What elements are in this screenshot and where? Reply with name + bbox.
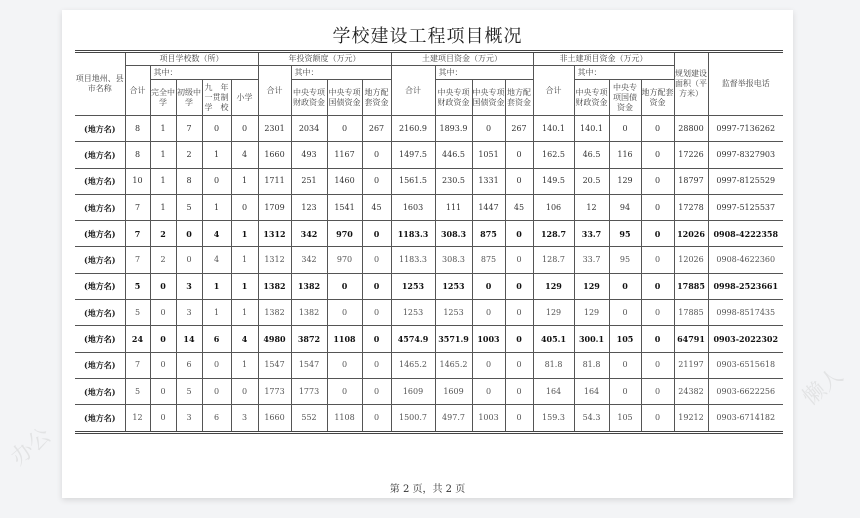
- value-cell: 0: [641, 300, 674, 326]
- value-cell: 1382: [258, 273, 291, 299]
- value-cell: 8: [125, 142, 150, 168]
- value-cell: 1561.5: [391, 168, 435, 194]
- value-cell: 8: [125, 116, 150, 142]
- value-cell: 1108: [327, 405, 362, 432]
- value-cell: 1167: [327, 142, 362, 168]
- hotline-cell: 0998-2523661: [708, 273, 783, 299]
- value-cell: 1253: [391, 300, 435, 326]
- value-cell: 6: [176, 352, 202, 378]
- value-cell: 1: [150, 194, 176, 220]
- value-cell: 116: [609, 142, 641, 168]
- value-cell: 405.1: [533, 326, 574, 352]
- value-cell: 17226: [674, 142, 708, 168]
- region-name-cell: (地方名): [75, 273, 125, 299]
- value-cell: 342: [291, 247, 327, 273]
- value-cell: 128.7: [533, 221, 574, 247]
- value-cell: 0: [505, 221, 533, 247]
- value-cell: 1051: [472, 142, 505, 168]
- value-cell: 230.5: [435, 168, 472, 194]
- region-name-cell: (地方名): [75, 352, 125, 378]
- value-cell: 1382: [291, 273, 327, 299]
- value-cell: 1: [231, 247, 258, 273]
- value-cell: 4980: [258, 326, 291, 352]
- value-cell: 0: [176, 221, 202, 247]
- value-cell: 111: [435, 194, 472, 220]
- region-name-cell: (地方名): [75, 194, 125, 220]
- header-noncivil-group: 非土建项目资金（万元）: [533, 52, 674, 66]
- value-cell: 1: [202, 194, 231, 220]
- header-civil-central-bond: 中央专项国债资金: [472, 80, 505, 116]
- table-row: [75, 221, 783, 247]
- region-name-cell: (地方名): [75, 247, 125, 273]
- value-cell: 1: [150, 142, 176, 168]
- value-cell: 6: [202, 326, 231, 352]
- header-schools-group: 项目学校数（所）: [125, 52, 258, 66]
- value-cell: 45: [362, 194, 391, 220]
- value-cell: 19212: [674, 405, 708, 432]
- value-cell: 12026: [674, 221, 708, 247]
- header-noncivil-central-fiscal: 中央专项财政资金: [574, 80, 609, 116]
- value-cell: 1312: [258, 247, 291, 273]
- value-cell: 81.8: [574, 352, 609, 378]
- header-invest-among: 其中：: [291, 66, 391, 80]
- document-page: [62, 10, 793, 498]
- document-title: 学校建设工程项目概况: [332, 26, 523, 47]
- value-cell: 1609: [391, 378, 435, 404]
- value-cell: 0: [609, 378, 641, 404]
- value-cell: 105: [609, 326, 641, 352]
- value-cell: 1: [150, 168, 176, 194]
- header-noncivil-local-match: 地方配套资金: [641, 80, 674, 116]
- value-cell: 1709: [258, 194, 291, 220]
- value-cell: 5: [125, 300, 150, 326]
- value-cell: 45: [505, 194, 533, 220]
- value-cell: 4: [231, 142, 258, 168]
- value-cell: 3: [176, 405, 202, 432]
- value-cell: 129: [533, 273, 574, 299]
- value-cell: 2: [150, 247, 176, 273]
- value-cell: 1253: [435, 273, 472, 299]
- value-cell: 2301: [258, 116, 291, 142]
- value-cell: 4574.9: [391, 326, 435, 352]
- value-cell: 0: [202, 352, 231, 378]
- value-cell: 0: [641, 247, 674, 273]
- header-schools-among: 其中：: [150, 66, 258, 80]
- value-cell: 0: [505, 326, 533, 352]
- value-cell: 0: [202, 116, 231, 142]
- header-civil-group: 土建项目资金（万元）: [391, 52, 533, 66]
- value-cell: 0: [362, 378, 391, 404]
- value-cell: 875: [472, 221, 505, 247]
- value-cell: 267: [362, 116, 391, 142]
- header-hotline: 监督举报电话: [708, 52, 783, 116]
- value-cell: 1003: [472, 326, 505, 352]
- value-cell: 140.1: [533, 116, 574, 142]
- value-cell: 1711: [258, 168, 291, 194]
- value-cell: 1660: [258, 405, 291, 432]
- value-cell: 1893.9: [435, 116, 472, 142]
- value-cell: 17278: [674, 194, 708, 220]
- value-cell: 0: [327, 378, 362, 404]
- value-cell: 1: [231, 221, 258, 247]
- value-cell: 497.7: [435, 405, 472, 432]
- page-number: 第 2 页，共 2 页: [389, 484, 466, 495]
- value-cell: 0: [231, 378, 258, 404]
- value-cell: 1497.5: [391, 142, 435, 168]
- value-cell: 1547: [258, 352, 291, 378]
- value-cell: 3: [176, 300, 202, 326]
- value-cell: 0: [150, 378, 176, 404]
- value-cell: 1: [202, 142, 231, 168]
- region-name-cell: (地方名): [75, 405, 125, 432]
- value-cell: 1: [231, 168, 258, 194]
- value-cell: 342: [291, 221, 327, 247]
- value-cell: 0: [150, 326, 176, 352]
- value-cell: 46.5: [574, 142, 609, 168]
- value-cell: 0: [176, 247, 202, 273]
- hotline-cell: 0997-5125537: [708, 194, 783, 220]
- value-cell: 0: [362, 168, 391, 194]
- value-cell: 970: [327, 221, 362, 247]
- value-cell: 129: [533, 300, 574, 326]
- value-cell: 1108: [327, 326, 362, 352]
- header-invest-total: 合计: [258, 66, 291, 116]
- value-cell: 106: [533, 194, 574, 220]
- value-cell: 0: [641, 352, 674, 378]
- table-row: [75, 168, 783, 194]
- value-cell: 0: [150, 273, 176, 299]
- table-row: [75, 247, 783, 273]
- value-cell: 1603: [391, 194, 435, 220]
- value-cell: 123: [291, 194, 327, 220]
- region-name-cell: (地方名): [75, 326, 125, 352]
- value-cell: 0: [609, 116, 641, 142]
- value-cell: 3: [231, 405, 258, 432]
- region-name-cell: (地方名): [75, 116, 125, 142]
- value-cell: 3872: [291, 326, 327, 352]
- value-cell: 140.1: [574, 116, 609, 142]
- watermark: 懒人: [798, 363, 849, 411]
- value-cell: 21197: [674, 352, 708, 378]
- value-cell: 0: [505, 378, 533, 404]
- value-cell: 24382: [674, 378, 708, 404]
- region-name-cell: (地方名): [75, 300, 125, 326]
- value-cell: 0: [505, 352, 533, 378]
- value-cell: 0: [641, 378, 674, 404]
- value-cell: 0: [505, 168, 533, 194]
- table-row: [75, 378, 783, 404]
- value-cell: 1183.3: [391, 247, 435, 273]
- value-cell: 64791: [674, 326, 708, 352]
- value-cell: 267: [505, 116, 533, 142]
- table-row: [75, 273, 783, 299]
- header-primary: 小学: [231, 80, 258, 116]
- value-cell: 18797: [674, 168, 708, 194]
- value-cell: 0: [609, 352, 641, 378]
- header-planned-area: 规划建设面积（平方米）: [674, 52, 708, 116]
- header-region: 项目地州、县市名称: [75, 52, 125, 116]
- table-row: [75, 352, 783, 378]
- value-cell: 1: [202, 300, 231, 326]
- value-cell: 1: [231, 352, 258, 378]
- value-cell: 95: [609, 247, 641, 273]
- value-cell: 5: [176, 194, 202, 220]
- value-cell: 129: [609, 168, 641, 194]
- hotline-cell: 0903-6515618: [708, 352, 783, 378]
- value-cell: 1183.3: [391, 221, 435, 247]
- value-cell: 164: [533, 378, 574, 404]
- value-cell: 2160.9: [391, 116, 435, 142]
- hotline-cell: 0903-2022302: [708, 326, 783, 352]
- value-cell: 0: [641, 168, 674, 194]
- value-cell: 1382: [258, 300, 291, 326]
- table-row: [75, 405, 783, 432]
- header-civil-local-match: 地方配套资金: [505, 80, 533, 116]
- value-cell: 128.7: [533, 247, 574, 273]
- value-cell: 149.5: [533, 168, 574, 194]
- value-cell: 0: [362, 142, 391, 168]
- value-cell: 0: [641, 142, 674, 168]
- value-cell: 17885: [674, 300, 708, 326]
- hotline-cell: 0908-4622360: [708, 247, 783, 273]
- value-cell: 1: [150, 116, 176, 142]
- value-cell: 251: [291, 168, 327, 194]
- value-cell: 1465.2: [435, 352, 472, 378]
- value-cell: 0: [641, 326, 674, 352]
- value-cell: 0: [327, 116, 362, 142]
- value-cell: 7: [125, 194, 150, 220]
- value-cell: 0: [609, 300, 641, 326]
- value-cell: 0: [362, 221, 391, 247]
- hotline-cell: 0997-8327903: [708, 142, 783, 168]
- value-cell: 308.3: [435, 247, 472, 273]
- table-body: [75, 116, 783, 433]
- hotline-cell: 0997-7136262: [708, 116, 783, 142]
- value-cell: 7: [125, 221, 150, 247]
- value-cell: 0: [362, 247, 391, 273]
- value-cell: 0: [505, 247, 533, 273]
- value-cell: 0: [362, 326, 391, 352]
- value-cell: 493: [291, 142, 327, 168]
- table-row: [75, 300, 783, 326]
- value-cell: 0: [362, 273, 391, 299]
- value-cell: 94: [609, 194, 641, 220]
- value-cell: 0: [327, 300, 362, 326]
- value-cell: 0: [472, 273, 505, 299]
- header-civil-central-fiscal: 中央专项财政资金: [435, 80, 472, 116]
- value-cell: 4: [202, 221, 231, 247]
- value-cell: 129: [574, 300, 609, 326]
- table-row: [75, 194, 783, 220]
- hotline-cell: 0903-6622256: [708, 378, 783, 404]
- value-cell: 1: [231, 273, 258, 299]
- value-cell: 1253: [391, 273, 435, 299]
- hotline-cell: 0998-8517435: [708, 300, 783, 326]
- value-cell: 0: [505, 405, 533, 432]
- header-schools-total: 合计: [125, 66, 150, 116]
- value-cell: 10: [125, 168, 150, 194]
- value-cell: 3571.9: [435, 326, 472, 352]
- value-cell: 0: [505, 273, 533, 299]
- value-cell: 0: [641, 221, 674, 247]
- value-cell: 0: [641, 273, 674, 299]
- value-cell: 5: [125, 378, 150, 404]
- value-cell: 0: [150, 405, 176, 432]
- value-cell: 7: [176, 116, 202, 142]
- value-cell: 8: [176, 168, 202, 194]
- hotline-cell: 0997-8125529: [708, 168, 783, 194]
- hotline-cell: 0903-6714182: [708, 405, 783, 432]
- value-cell: 0: [362, 405, 391, 432]
- value-cell: 105: [609, 405, 641, 432]
- value-cell: 1: [202, 273, 231, 299]
- value-cell: 28800: [674, 116, 708, 142]
- value-cell: 2: [176, 142, 202, 168]
- value-cell: 970: [327, 247, 362, 273]
- value-cell: 12: [574, 194, 609, 220]
- value-cell: 0: [641, 194, 674, 220]
- value-cell: 81.8: [533, 352, 574, 378]
- value-cell: 0: [150, 300, 176, 326]
- value-cell: 1547: [291, 352, 327, 378]
- hotline-cell: 0908-4222358: [708, 221, 783, 247]
- value-cell: 33.7: [574, 247, 609, 273]
- value-cell: 875: [472, 247, 505, 273]
- value-cell: 1460: [327, 168, 362, 194]
- value-cell: 0: [231, 194, 258, 220]
- header-noncivil-among: 其中：: [574, 66, 674, 80]
- header-noncivil-total: 合计: [533, 66, 574, 116]
- value-cell: 1382: [291, 300, 327, 326]
- value-cell: 1465.2: [391, 352, 435, 378]
- value-cell: 5: [176, 378, 202, 404]
- region-name-cell: (地方名): [75, 142, 125, 168]
- value-cell: 0: [505, 300, 533, 326]
- header-noncivil-central-bond: 中央专项国债资金: [609, 80, 641, 116]
- value-cell: 12: [125, 405, 150, 432]
- table-row: [75, 326, 783, 352]
- value-cell: 4: [231, 326, 258, 352]
- project-table: [75, 50, 783, 434]
- value-cell: 0: [150, 352, 176, 378]
- header-nine-year: 九 年一贯制学 校: [202, 80, 231, 116]
- value-cell: 0: [505, 142, 533, 168]
- value-cell: 1773: [291, 378, 327, 404]
- value-cell: 446.5: [435, 142, 472, 168]
- value-cell: 17885: [674, 273, 708, 299]
- value-cell: 0: [327, 273, 362, 299]
- region-name-cell: (地方名): [75, 221, 125, 247]
- table-row: [75, 116, 783, 142]
- value-cell: 95: [609, 221, 641, 247]
- value-cell: 0: [327, 352, 362, 378]
- value-cell: 300.1: [574, 326, 609, 352]
- value-cell: 0: [609, 273, 641, 299]
- value-cell: 4: [202, 247, 231, 273]
- value-cell: 7: [125, 247, 150, 273]
- value-cell: 12026: [674, 247, 708, 273]
- value-cell: 7: [125, 352, 150, 378]
- value-cell: 1331: [472, 168, 505, 194]
- value-cell: 552: [291, 405, 327, 432]
- value-cell: 1660: [258, 142, 291, 168]
- table-row: [75, 142, 783, 168]
- value-cell: 0: [472, 352, 505, 378]
- region-name-cell: (地方名): [75, 378, 125, 404]
- value-cell: 2: [150, 221, 176, 247]
- value-cell: 1541: [327, 194, 362, 220]
- value-cell: 14: [176, 326, 202, 352]
- value-cell: 0: [472, 116, 505, 142]
- value-cell: 0: [472, 378, 505, 404]
- header-invest-local-match: 地方配套资金: [362, 80, 391, 116]
- value-cell: 159.3: [533, 405, 574, 432]
- value-cell: 0: [231, 116, 258, 142]
- header-invest-group: 年投资额度（万元）: [258, 52, 391, 66]
- value-cell: 1773: [258, 378, 291, 404]
- value-cell: 54.3: [574, 405, 609, 432]
- value-cell: 5: [125, 273, 150, 299]
- value-cell: 20.5: [574, 168, 609, 194]
- header-junior-middle: 初级中学: [176, 80, 202, 116]
- header-invest-central-fiscal: 中央专项财政资金: [291, 80, 327, 116]
- value-cell: 0: [362, 352, 391, 378]
- value-cell: 1253: [435, 300, 472, 326]
- value-cell: 0: [202, 378, 231, 404]
- value-cell: 308.3: [435, 221, 472, 247]
- value-cell: 162.5: [533, 142, 574, 168]
- value-cell: 0: [641, 116, 674, 142]
- value-cell: 129: [574, 273, 609, 299]
- value-cell: 1609: [435, 378, 472, 404]
- value-cell: 33.7: [574, 221, 609, 247]
- value-cell: 1003: [472, 405, 505, 432]
- value-cell: 1312: [258, 221, 291, 247]
- header-invest-central-bond: 中央专项国债资金: [327, 80, 362, 116]
- value-cell: 2034: [291, 116, 327, 142]
- value-cell: 1500.7: [391, 405, 435, 432]
- value-cell: 0: [362, 300, 391, 326]
- header-complete-middle: 完全中学: [150, 80, 176, 116]
- watermark: 办公: [6, 423, 57, 471]
- header-civil-among: 其中：: [435, 66, 533, 80]
- value-cell: 164: [574, 378, 609, 404]
- value-cell: 1: [231, 300, 258, 326]
- value-cell: 1447: [472, 194, 505, 220]
- value-cell: 6: [202, 405, 231, 432]
- region-name-cell: (地方名): [75, 168, 125, 194]
- value-cell: 24: [125, 326, 150, 352]
- value-cell: 3: [176, 273, 202, 299]
- header-civil-total: 合计: [391, 66, 435, 116]
- value-cell: 0: [472, 300, 505, 326]
- value-cell: 0: [202, 168, 231, 194]
- value-cell: 0: [641, 405, 674, 432]
